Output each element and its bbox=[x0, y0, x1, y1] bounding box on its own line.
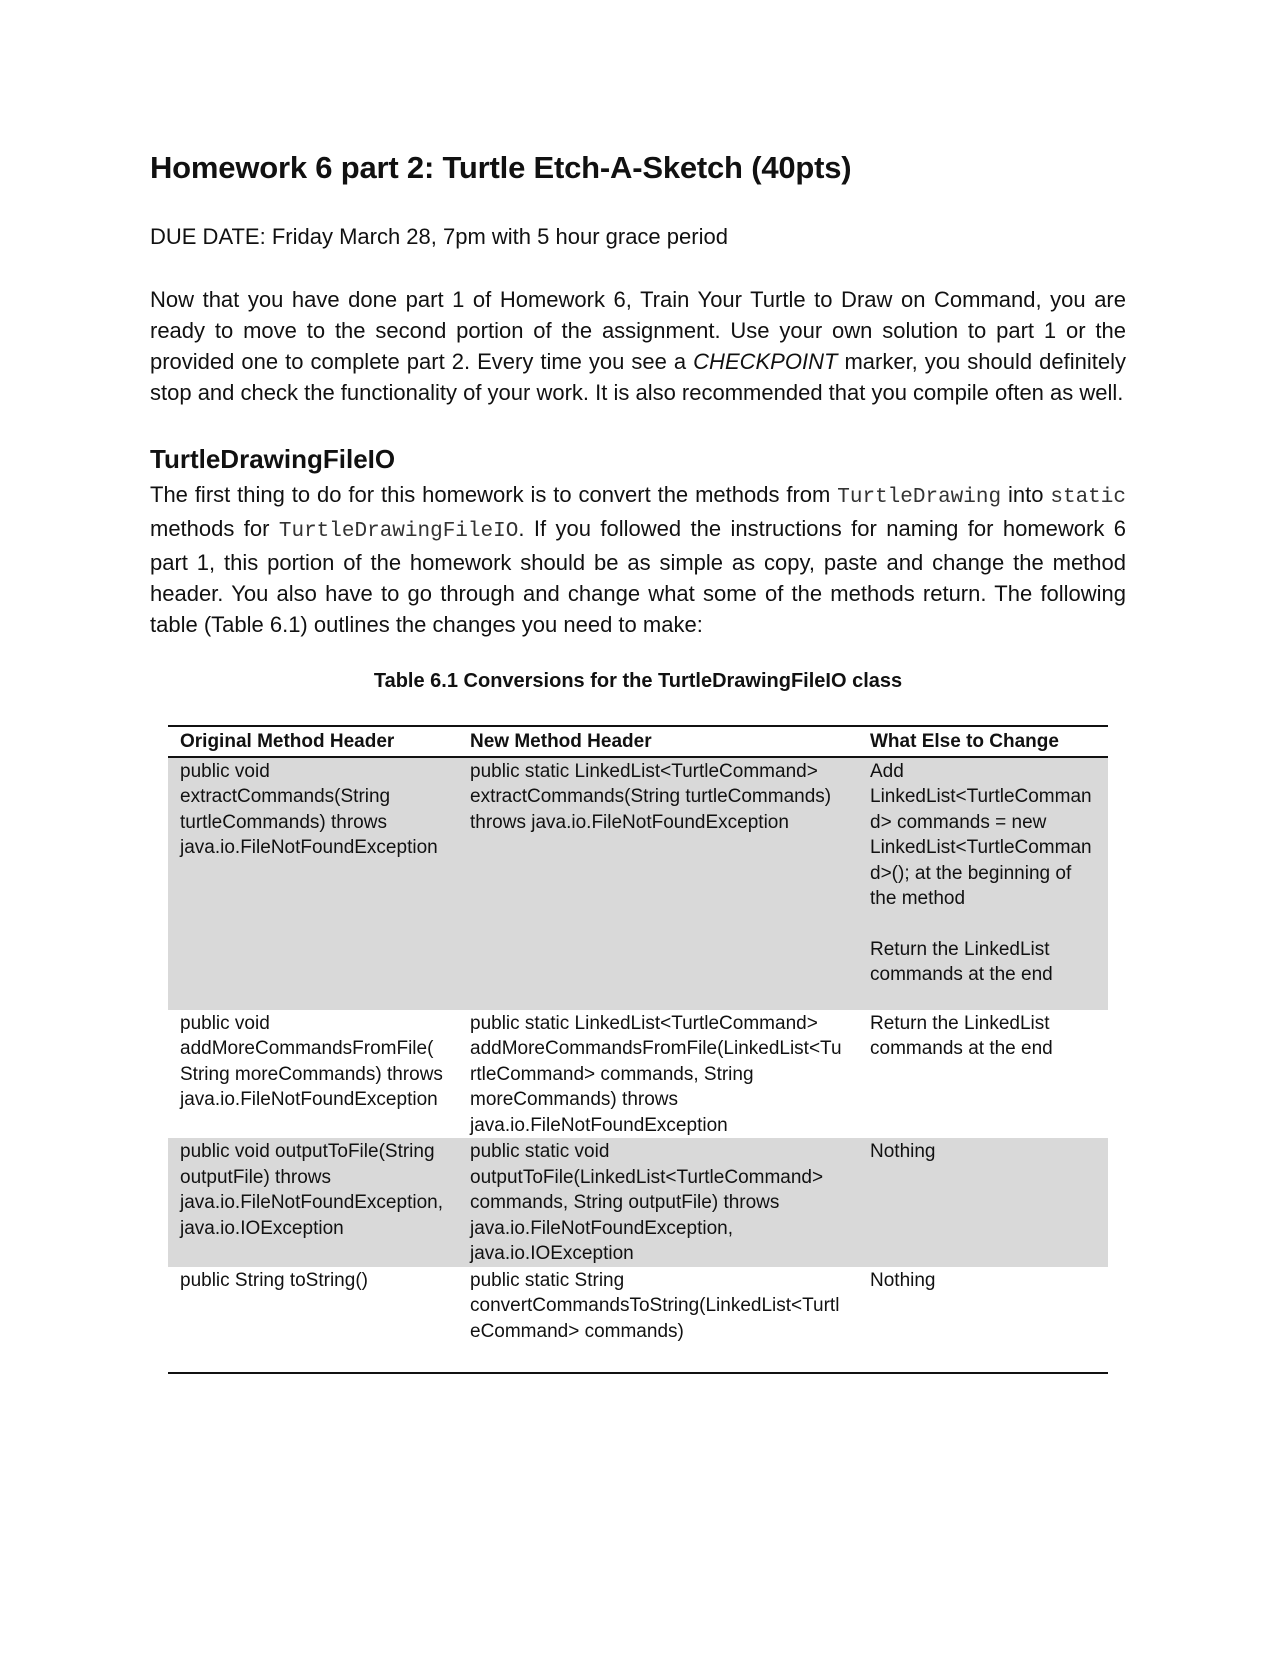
page-title: Homework 6 part 2: Turtle Etch-A-Sketch (40pts) bbox=[150, 150, 852, 185]
cell-original: public String toString() bbox=[168, 1267, 458, 1374]
code-static: static bbox=[1050, 486, 1126, 509]
section-text-4: . If you followed the instructions for naming for homework 6 part 1, this portion of the homework should be as simple as copy, paste and change the method header. You also have to go through and change what some of the methods return. The following table (Table 6.1) outlines the changes you need to make: bbox=[150, 516, 1127, 637]
cell-change bbox=[858, 757, 1108, 1010]
intro-text-1: Now that you have done part 1 of Homework 6, Train Your Turtle to Draw on Command, you are ready to move to the second portion of the assignment. Use your own solution to part 1 or the provided one to complete part 2. Every time you see a bbox=[150, 287, 1126, 374]
cell-original: public void outputToFile(String outputFile) throws java.io.FileNotFoundException, java.io.IOException bbox=[168, 1138, 458, 1267]
cell-original: public void addMoreCommandsFromFile(String moreCommands) throws java.io.FileNotFoundException bbox=[180, 1012, 443, 1110]
checkpoint-marker: CHECKPOINT bbox=[693, 349, 838, 374]
section-text-1: The first thing to do for this homework is to convert the methods from bbox=[150, 482, 838, 507]
cell-new: public static void outputToFile(LinkedList<TurtleCommand> commands, String outputFile) throws java.io.FileNotFoundException, java.io.IOException bbox=[458, 1138, 858, 1267]
intro-paragraph bbox=[150, 284, 1126, 408]
table-row bbox=[168, 757, 1108, 1010]
intro-text-2: marker, you should definitely stop and check the functionality of your work. It is also recommended that you compile often as well. bbox=[150, 349, 1126, 405]
document-page bbox=[150, 150, 1126, 1374]
cell-new: public static LinkedList<TurtleCommand> extractCommands(String turtleCommands) throws java.io.FileNotFoundException bbox=[458, 757, 858, 1010]
header-original: Original Method Header bbox=[168, 726, 458, 757]
code-turtledrawing: TurtleDrawing bbox=[837, 486, 1002, 509]
due-date: DUE DATE: Friday March 28, 7pm with 5 hour grace period bbox=[150, 224, 728, 249]
conversion-table-wrapper bbox=[168, 725, 1108, 1374]
conversion-table bbox=[168, 725, 1108, 1374]
section-text-2: into bbox=[1001, 482, 1051, 507]
cell-spacer bbox=[870, 912, 1096, 937]
table-header-row bbox=[168, 726, 1108, 757]
table-row bbox=[168, 1138, 1108, 1267]
table-row bbox=[168, 1010, 1108, 1139]
code-turtledrawingfileio: TurtleDrawingFileIO bbox=[278, 520, 519, 543]
cell-change: Nothing bbox=[858, 1267, 1108, 1374]
section-heading: TurtleDrawingFileIO bbox=[150, 444, 396, 474]
cell-change: Return the LinkedList commands at the end bbox=[870, 1012, 1053, 1059]
table-caption: Table 6.1 Conversions for the TurtleDrawingFileIO class bbox=[373, 670, 903, 692]
cell-original: public void extractCommands(String turtleCommands) throws java.io.FileNotFoundException bbox=[168, 757, 458, 1010]
cell-new: public static String convertCommandsToString(LinkedList<TurtleCommand> commands) bbox=[458, 1267, 858, 1374]
section-text-3: methods for bbox=[150, 516, 279, 541]
cell-change: Nothing bbox=[858, 1138, 1108, 1267]
table-row bbox=[168, 1267, 1108, 1374]
change-text: Add LinkedList<TurtleCommand> commands = new LinkedList<TurtleCommand>(); at the beginning of the method bbox=[870, 760, 1092, 909]
header-new: New Method Header bbox=[458, 726, 858, 757]
section-paragraph bbox=[150, 479, 1126, 640]
cell-new: public static LinkedList<TurtleCommand> addMoreCommandsFromFile(LinkedList<TurtleCommand> commands, String moreCommands) throws java.io.FileNotFoundException bbox=[470, 1012, 842, 1136]
header-change: What Else to Change bbox=[858, 726, 1108, 757]
change-text: Return the LinkedList commands at the end bbox=[870, 938, 1053, 985]
